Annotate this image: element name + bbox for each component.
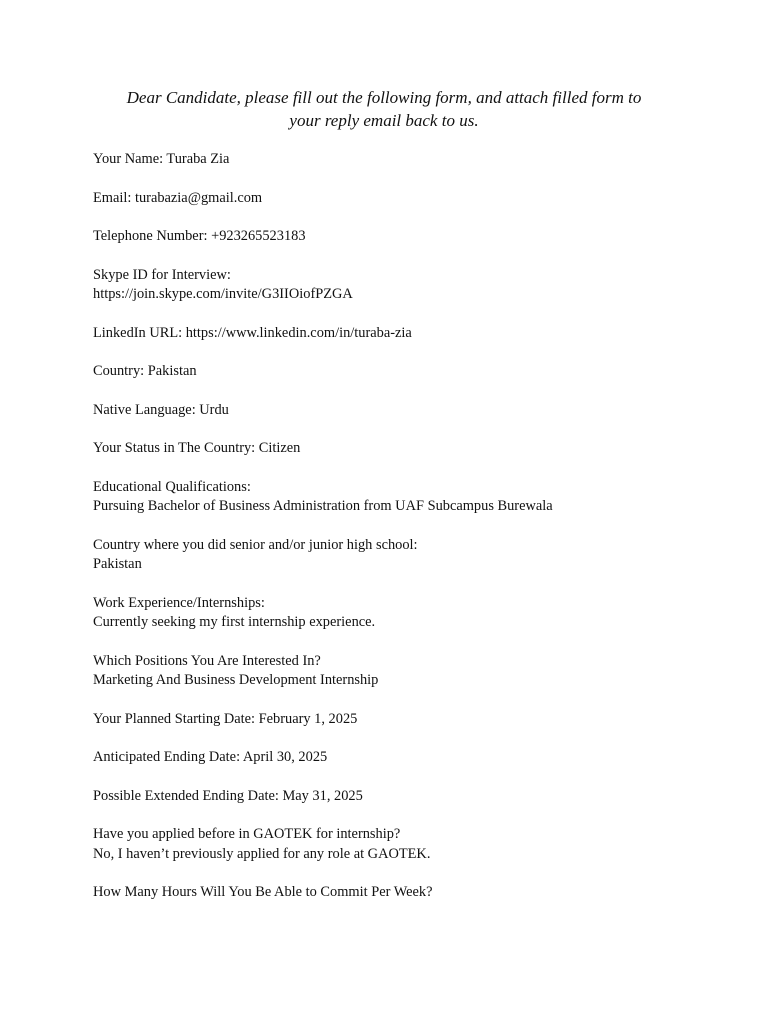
field-native-language (93, 401, 693, 420)
field-label: Work Experience/Internships: (93, 594, 265, 611)
field-name (93, 150, 693, 169)
field-extended-end-date (93, 787, 693, 806)
field-value: No, I haven’t previously applied for any role at GAOTEK. (93, 845, 431, 862)
field-high-school-country (93, 536, 693, 575)
field-start-date (93, 710, 693, 729)
field-line: Native Language: Urdu (93, 401, 229, 418)
field-email (93, 189, 693, 208)
field-label: Skype ID for Interview: (93, 266, 231, 283)
field-line: Email: turabazia@gmail.com (93, 189, 263, 206)
field-line: Possible Extended Ending Date: May 31, 2025 (93, 787, 363, 804)
field-value: Pursuing Bachelor of Business Administration from UAF Subcampus Burewala (93, 498, 553, 515)
field-line: Country: Pakistan (93, 363, 197, 380)
field-work-experience (93, 594, 693, 633)
field-line: Your Name: Turaba Zia (93, 151, 230, 167)
intro-text (96, 86, 672, 132)
field-line: LinkedIn URL: https://www.linkedin.com/in/turaba-zia (93, 324, 412, 341)
field-label: Educational Qualifications: (93, 479, 251, 496)
field-value: Marketing And Business Development Internship (93, 672, 379, 689)
application-form (93, 150, 693, 922)
field-applied-before (93, 825, 693, 864)
field-label: Which Positions You Are Interested In? (93, 652, 321, 669)
field-country (93, 362, 693, 381)
field-education (93, 478, 693, 517)
field-label: Have you applied before in GAOTEK for internship? (93, 826, 401, 843)
field-status (93, 439, 693, 458)
field-line: Anticipated Ending Date: April 30, 2025 (93, 749, 328, 766)
field-hours-per-week (93, 883, 693, 902)
field-label: Country where you did senior and/or junior high school: (93, 536, 418, 553)
field-value: https://join.skype.com/invite/G3IIOiofPZGA (93, 286, 353, 303)
field-value: Currently seeking my first internship experience. (93, 614, 376, 631)
field-line: Your Planned Starting Date: February 1, 2025 (93, 710, 358, 727)
field-skype (93, 266, 693, 305)
field-telephone (93, 227, 693, 246)
field-line: Your Status in The Country: Citizen (93, 440, 301, 457)
field-line: How Many Hours Will You Be Able to Commit Per Week? (93, 884, 433, 901)
field-line: Telephone Number: +923265523183 (93, 228, 306, 245)
field-value: Pakistan (93, 556, 142, 573)
intro-line-1: Dear Candidate, please fill out the following form, and attach filled form to (126, 88, 642, 107)
field-end-date (93, 748, 693, 767)
intro-line-2: your reply email back to us. (289, 111, 479, 130)
field-linkedin (93, 324, 693, 343)
field-positions (93, 652, 693, 691)
